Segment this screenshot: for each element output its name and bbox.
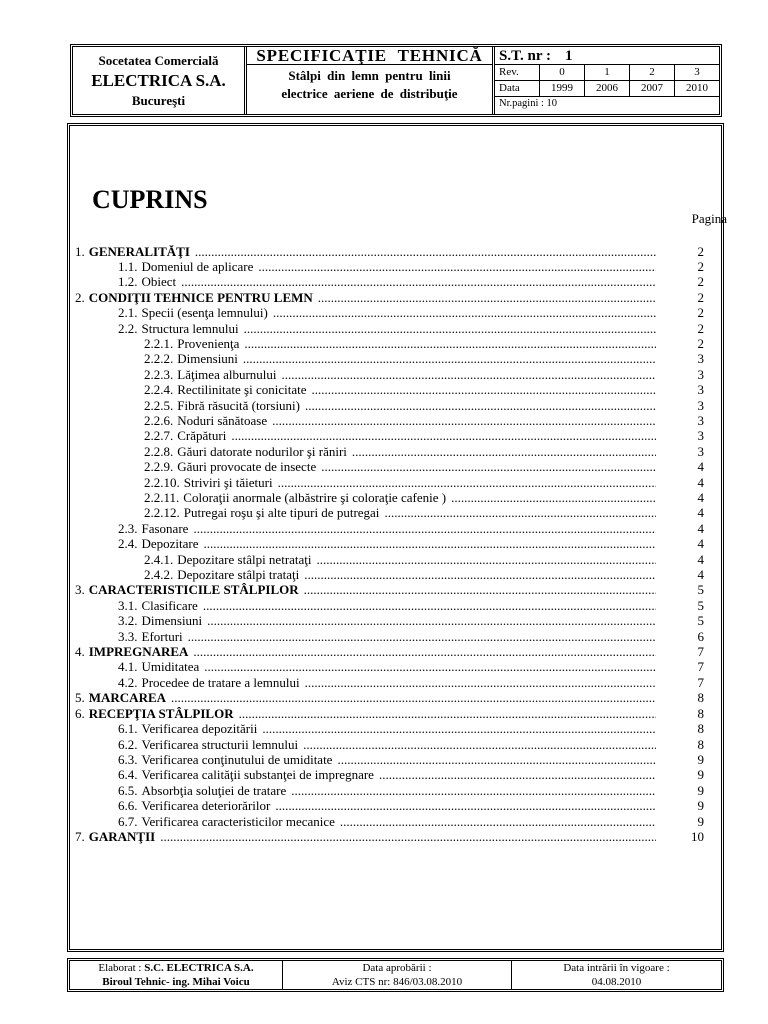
approval-block [283, 961, 512, 989]
approval-label: Data aprobării : [362, 962, 432, 974]
toc-entry [144, 459, 704, 475]
toc-entry-title: Găuri datorate nodurilor şi răniri [177, 443, 347, 459]
toc-entry [75, 582, 704, 598]
dot-leader [275, 798, 656, 813]
toc-entry [118, 520, 704, 536]
toc-entry-number: 2.2.8. [144, 443, 174, 459]
dot-leader [291, 783, 656, 798]
dot-leader [204, 536, 656, 551]
toc-entry-number: 5. [75, 690, 85, 706]
toc-entry-number: 2.2.9. [144, 459, 174, 475]
dot-leader [317, 552, 656, 567]
toc-entry [118, 721, 704, 737]
toc-entry-page: 9 [697, 767, 704, 783]
toc-entry [144, 505, 704, 521]
toc-entry-title: Dimensiuni [177, 351, 238, 367]
toc-entry-number: 2.4.1. [144, 551, 174, 567]
toc-entry-number: 2.2.12. [144, 505, 180, 521]
toc-entry-title: Coloraţii anormale (albăstrire şi coloraţie cafenie ) [183, 490, 447, 505]
toc-entry-number: 2.2.2. [144, 351, 174, 367]
toc-entry-title: Lăţimea alburnului [177, 366, 277, 382]
dot-leader [193, 521, 656, 536]
toc-entry-title: Depozitare [141, 536, 199, 552]
toc-entry-page: 8 [697, 690, 704, 706]
date-label: Data [495, 81, 540, 96]
effective-date-value: 04.08.2010 [591, 976, 642, 988]
dot-leader [171, 690, 656, 705]
toc-entry-title: Fasonare [141, 520, 189, 536]
dot-leader [207, 613, 656, 628]
prepared-by-author: Biroul Tehnic- ing. Mihai Voicu [102, 976, 250, 988]
toc-entry [118, 659, 704, 675]
toc-entry [118, 628, 704, 644]
toc-entry-page: 3 [697, 428, 704, 444]
toc-entry-page: 2 [697, 305, 704, 321]
toc-entry [144, 567, 704, 583]
dot-leader [188, 629, 656, 644]
toc-entry [144, 551, 704, 567]
toc-entry-number: 6.1. [118, 721, 138, 737]
spec-subtitle-line2: electrice aeriene de distribuţie [281, 86, 458, 101]
toc-entry-number: 7. [75, 828, 85, 844]
toc-entry-number: 4.1. [118, 659, 138, 675]
toc-entry-title: Procedee de tratare a lemnului [141, 674, 300, 690]
toc-entry-page: 3 [697, 366, 704, 382]
toc-entry-number: 2.2.1. [144, 335, 174, 351]
company-block [73, 47, 247, 114]
company-type: Socetatea Comercială [98, 53, 219, 68]
toc-entry [144, 443, 704, 459]
toc-entry-page: 4 [697, 520, 704, 536]
toc-entry-page: 2 [697, 258, 704, 274]
prepared-by-label: Elaborat : [98, 962, 142, 974]
toc-entry [118, 536, 704, 552]
toc-entry-number: 2.2.4. [144, 382, 174, 398]
dot-leader [262, 721, 656, 736]
toc-entry [118, 767, 704, 783]
toc-entry-number: 6.3. [118, 751, 138, 767]
toc-entry [118, 274, 704, 290]
toc-entry-number: 4. [75, 644, 85, 660]
spec-subtitle-line1: Stâlpi din lemn pentru linii [288, 68, 451, 83]
toc-entry [118, 782, 704, 798]
toc-entry [144, 490, 704, 505]
toc-entry [75, 289, 704, 305]
date-cell: 2006 [585, 81, 630, 96]
toc-entry-page: 7 [697, 674, 704, 690]
toc-entry-page: 4 [697, 459, 704, 475]
toc-entry [118, 320, 704, 336]
spec-number-label: S.T. nr : [499, 48, 551, 64]
toc-entry [118, 305, 704, 321]
dot-leader [304, 567, 656, 582]
toc-entry-page: 2 [697, 243, 704, 259]
toc-entry-number: 2.2.5. [144, 397, 174, 413]
effective-date-label: Data intrării în vigoare : [563, 962, 670, 974]
toc-entry [118, 674, 704, 690]
toc-entry-title: Depozitare stâlpi trataţi [177, 567, 300, 583]
dot-leader [318, 290, 656, 305]
toc-entry-page: 6 [697, 628, 704, 644]
reference-block [495, 47, 719, 114]
toc-entry-title: Umiditatea [141, 659, 200, 675]
toc-entry-title: Verificarea structurii lemnului [141, 736, 299, 752]
document-footer [67, 958, 724, 992]
toc-entry-page: 2 [697, 335, 704, 351]
company-name: ELECTRICA S.A. [91, 71, 226, 90]
toc-entry-number: 4.2. [118, 674, 138, 690]
toc-entry-page: 4 [697, 551, 704, 567]
prepared-by-line [70, 961, 282, 975]
toc-entry [118, 798, 704, 814]
page-count: Nr.pagini : 10 [499, 98, 558, 109]
prepared-by-block [70, 961, 283, 989]
effective-date-block [512, 961, 721, 989]
toc-entry [144, 428, 704, 444]
toc-entry-title: Verificarea caracteristicilor mecanice [141, 813, 335, 829]
dot-leader [311, 382, 656, 397]
toc-entry [118, 751, 704, 767]
page-title: CUPRINS [92, 185, 208, 214]
dot-leader [244, 336, 656, 351]
toc-entry-page: 3 [697, 351, 704, 367]
toc-entry [75, 705, 704, 721]
toc-entry-title: Putregai roşu şi alte tipuri de putregai [183, 505, 380, 521]
toc-entry-page: 2 [697, 320, 704, 336]
toc-entry-page: 9 [697, 782, 704, 798]
toc-entry-page: 3 [697, 397, 704, 413]
spec-number-value: 1 [564, 48, 573, 64]
toc-entry-page: 8 [697, 721, 704, 737]
toc-entry-number: 3.1. [118, 597, 138, 613]
dot-leader [305, 398, 656, 413]
spec-block [247, 47, 495, 114]
toc-entry-number: 2.2.7. [144, 428, 174, 444]
dot-leader [181, 274, 656, 289]
revision-row [495, 65, 719, 81]
toc-entry [75, 644, 704, 660]
toc-entry-title: Dimensiuni [141, 613, 203, 629]
toc-entry-number: 1.2. [118, 274, 138, 290]
approval-value: Aviz CTS nr: 846/03.08.2010 [331, 976, 463, 988]
toc-entry-number: 2.2.11. [144, 490, 180, 505]
spec-number [495, 47, 719, 65]
toc-entry-page: 4 [697, 567, 704, 583]
dot-leader [239, 706, 656, 721]
toc-entry-title: Striviri şi tăieturi [183, 474, 273, 490]
toc-entry [144, 382, 704, 398]
toc-entry-page: 5 [697, 597, 704, 613]
dot-leader [203, 598, 656, 613]
toc-entry-title: Depozitare stâlpi netrataţi [177, 551, 312, 567]
toc-entry-number: 2. [75, 289, 85, 305]
dot-leader [303, 737, 656, 752]
toc-entry-title: CARACTERISTICILE STÂLPILOR [88, 582, 299, 598]
dot-leader [243, 351, 656, 366]
toc-entry-number: 6. [75, 705, 85, 721]
dot-leader [278, 475, 656, 490]
company-city: Bucureşti [131, 93, 186, 108]
toc-entry-page: 2 [697, 274, 704, 290]
dot-leader [231, 428, 656, 443]
toc-entry-page: 8 [697, 736, 704, 752]
toc-entry-number: 2.2.6. [144, 412, 174, 428]
toc-entry-number: 6.6. [118, 798, 138, 814]
toc-entry-title: Crăpături [177, 428, 227, 444]
toc-entry-page: 4 [697, 505, 704, 521]
dot-leader [244, 321, 656, 336]
toc-entry-number: 6.2. [118, 736, 138, 752]
dot-leader [321, 459, 656, 474]
toc-entry-page: 4 [697, 474, 704, 490]
dot-leader [193, 644, 656, 659]
prepared-by-company: S.C. ELECTRICA S.A. [144, 962, 254, 974]
dot-leader [384, 505, 656, 520]
date-cell: 1999 [540, 81, 585, 96]
table-of-contents [0, 244, 768, 845]
toc-entry-title: Specii (esenţa lemnului) [141, 305, 268, 321]
toc-entry-number: 2.3. [118, 520, 138, 536]
toc-entry-title: Structura lemnului [141, 320, 239, 336]
toc-entry-number: 6.5. [118, 782, 138, 798]
revision-cell: 1 [585, 65, 630, 80]
toc-entry-title: Provenienţa [177, 335, 240, 351]
toc-entry-number: 2.1. [118, 305, 138, 321]
toc-entry [144, 366, 704, 382]
toc-entry-number: 3.3. [118, 628, 138, 644]
toc-entry [118, 813, 704, 829]
toc-entry-page: 9 [697, 751, 704, 767]
toc-entry-page: 9 [697, 813, 704, 829]
dot-leader [305, 675, 656, 690]
toc-entry-page: 5 [697, 613, 704, 629]
dot-leader [273, 305, 656, 320]
dot-leader [337, 752, 656, 767]
toc-entry-title: Domeniul de aplicare [141, 258, 254, 274]
toc-entry-number: 2.2.3. [144, 366, 174, 382]
toc-entry [75, 690, 704, 706]
date-cell: 2010 [686, 82, 708, 94]
toc-entry-page: 3 [697, 412, 704, 428]
dot-leader [272, 413, 656, 428]
toc-entry-title: CONDIŢII TEHNICE PENTRU LEMN [88, 289, 313, 305]
revision-cell: 3 [694, 66, 700, 78]
toc-entry [118, 597, 704, 613]
toc-entry-title: IMPREGNAREA [88, 644, 189, 660]
toc-entry-title: Obiect [141, 274, 177, 290]
dot-leader [282, 367, 656, 382]
dot-leader [340, 814, 656, 829]
toc-entry-number: 6.4. [118, 767, 138, 783]
toc-entry-page: 10 [691, 828, 704, 844]
dot-leader [304, 582, 656, 597]
dot-leader [195, 244, 656, 259]
toc-entry-number: 2.4. [118, 536, 138, 552]
toc-entry-number: 2.4.2. [144, 567, 174, 583]
revision-cell: 0 [540, 65, 585, 80]
page-column-header: Pagina [691, 211, 727, 226]
toc-entry [75, 243, 704, 259]
toc-entry [144, 351, 704, 367]
toc-entry-page: 8 [697, 705, 704, 721]
toc-entry-title: Eforturi [141, 628, 183, 644]
toc-entry-page: 4 [697, 536, 704, 552]
toc-entry-page: 4 [697, 490, 704, 505]
toc-entry-number: 6.7. [118, 813, 138, 829]
toc-entry-page: 2 [697, 289, 704, 305]
toc-entry [118, 736, 704, 752]
date-row [495, 81, 719, 97]
toc-entry-title: Absorbţia soluţiei de tratare [141, 782, 287, 798]
toc-entry-number: 2.2.10. [144, 474, 180, 490]
toc-entry-number: 3.2. [118, 613, 138, 629]
toc-entry-page: 3 [697, 382, 704, 398]
dot-leader [204, 659, 656, 674]
toc-entry-title: GARANŢII [88, 828, 156, 844]
toc-entry-title: Verificarea depozitării [141, 721, 258, 737]
toc-entry-title: Verificarea deteriorărilor [141, 798, 271, 814]
dot-leader [379, 767, 656, 782]
toc-entry [75, 828, 704, 844]
toc-entry-title: Rectilinitate şi conicitate [177, 382, 307, 398]
toc-entry-title: Clasificare [141, 597, 198, 613]
revision-label: Rev. [495, 65, 540, 80]
toc-entry-number: 3. [75, 582, 85, 598]
toc-entry-page: 3 [697, 443, 704, 459]
toc-entry [144, 412, 704, 428]
toc-entry-title: Verificarea calităţii substanţei de impregnare [141, 767, 374, 783]
toc-entry-page: 7 [697, 644, 704, 660]
dot-leader [258, 259, 656, 274]
toc-entry-title: Verificarea conţinutului de umiditate [141, 751, 333, 767]
dot-leader [451, 490, 656, 505]
toc-entry-title: Fibră răsucită (torsiuni) [177, 397, 300, 413]
dot-leader [352, 444, 656, 459]
document-header [70, 44, 722, 117]
toc-entry [118, 258, 704, 274]
toc-entry [118, 613, 704, 629]
toc-entry-number: 1.1. [118, 258, 138, 274]
toc-entry-title: MARCAREA [88, 690, 167, 706]
toc-entry-number: 1. [75, 243, 85, 259]
revision-cell: 2 [630, 65, 675, 80]
spec-title: SPECIFICAŢIE TEHNICĂ [247, 47, 492, 65]
toc-entry-title: Găuri provocate de insecte [177, 459, 317, 475]
toc-entry-page: 5 [697, 582, 704, 598]
toc-entry-page: 9 [697, 798, 704, 814]
toc-entry-title: RECEPŢIA STÂLPILOR [88, 705, 234, 721]
toc-entry-page: 7 [697, 659, 704, 675]
toc-entry [144, 335, 704, 351]
toc-entry-title: GENERALITĂŢI [88, 243, 190, 259]
dot-leader [160, 829, 656, 844]
toc-entry [144, 397, 704, 413]
toc-entry-title: Noduri sănătoase [177, 412, 268, 428]
date-cell: 2007 [630, 81, 675, 96]
toc-entry [144, 474, 704, 490]
toc-entry-number: 2.2. [118, 320, 138, 336]
